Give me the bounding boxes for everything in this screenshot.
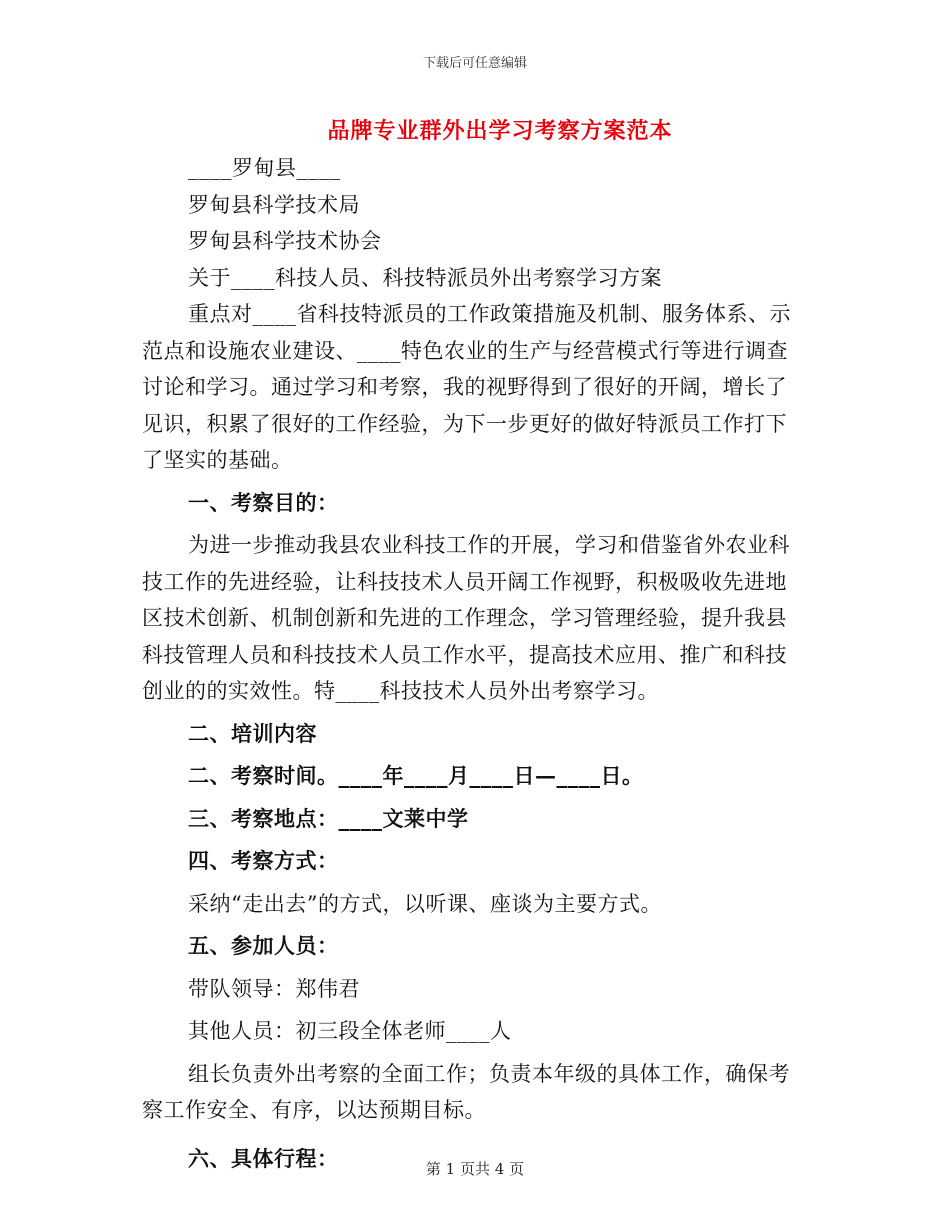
document-title: 品牌专业群外出学习考察方案范本 [327,118,673,144]
paragraph-intro-line: 讨论和学习。通过学习和考察，我的视野得到了很好的开阔，增长了 [142,375,787,399]
section-heading-time: 二、考察时间。____年____月____日—____日。 [188,763,644,788]
paragraph-purpose-line: 技工作的先进经验，让科技技术人员开阔工作视野，积极吸收先进地 [142,569,787,594]
paragraph-intro-line: 了坚实的基础。 [142,448,293,472]
section-heading-participants: 五、参加人员： [188,933,339,958]
paragraph-intro-line: 见识，积累了很好的工作经验，为下一步更好的做好特派员工作打下 [142,411,787,436]
body-line-county: ____罗甸县____ [188,156,341,180]
section-heading-method: 四、考察方式： [188,848,339,873]
participants-leader: 带队领导：郑伟君 [188,976,360,1001]
paragraph-intro-line: 重点对____省科技特派员的工作政策措施及机制、服务体系、示 [188,302,791,326]
paragraph-purpose-line: 为进一步推动我县农业科技工作的开展，学习和借鉴省外农业科 [188,533,790,557]
paragraph-intro-line: 范点和设施农业建设、____特色农业的生产与经营模式行等进行调查 [142,338,788,363]
paragraph-responsibility-line: 组长负责外出考察的全面工作；负责本年级的具体工作，确保考 [188,1061,790,1086]
page-header-note: 下载后可任意编辑 [422,56,527,71]
paragraph-purpose-line: 创业的的实效性。特____科技技术人员外出考察学习。 [142,679,659,703]
section-heading-purpose: 一、考察目的： [188,489,339,515]
body-line-plan-subject: 关于____科技人员、科技特派员外出考察学习方案 [188,265,662,290]
section-heading-training: 二、培训内容 [188,720,317,746]
section-heading-itinerary: 六、具体行程： [188,1145,339,1171]
paragraph-purpose-line: 科技管理人员和科技技术人员工作水平，提高技术应用、推广和科技 [142,642,787,667]
section-heading-location: 三、考察地点：____文莱中学 [188,805,469,831]
document-body [142,150,798,1177]
body-line-association: 罗甸县科学技术协会 [188,229,382,253]
page-footer: 第 1 页共 4 页 [425,1160,525,1178]
paragraph-method-line: 采纳“走出去”的方式，以听课、座谈为主要方式。 [188,891,662,916]
body-line-bureau: 罗甸县科学技术局 [188,192,360,217]
paragraph-responsibility-line: 察工作安全、有序，以达预期目标。 [142,1098,486,1122]
participants-others: 其他人员：初三段全体老师____人 [188,1019,512,1043]
paragraph-purpose-line: 区技术创新、机制创新和先进的工作理念，学习管理经验，提升我县 [142,606,787,630]
